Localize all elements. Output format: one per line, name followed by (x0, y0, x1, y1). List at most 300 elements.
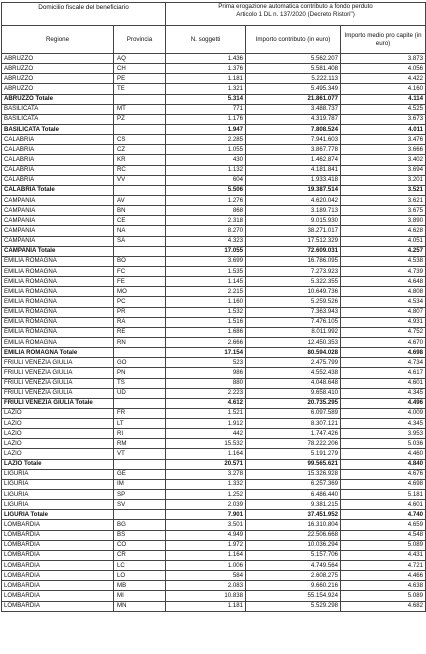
table-row (2, 378, 426, 388)
table-row (2, 155, 426, 165)
cell-importo: 1.933.418 (246, 175, 341, 185)
cell-medio: 4.734 (341, 358, 426, 368)
cell-soggetti: 2.223 (166, 388, 246, 398)
table-title-line1: Prima erogazione automatica contributo a fondo perduto (218, 3, 373, 10)
table-total-row (2, 94, 426, 104)
cell-soggetti: 868 (166, 206, 246, 216)
table-row (2, 114, 426, 124)
cell-provincia (114, 185, 166, 195)
cell-medio: 4.538 (341, 256, 426, 266)
cell-provincia (114, 348, 166, 358)
cell-importo: 72.609.031 (246, 246, 341, 256)
cell-regione: LAZIO (2, 439, 114, 449)
table-row (2, 175, 426, 185)
cell-medio: 3.201 (341, 175, 426, 185)
cell-importo: 1.462.874 (246, 155, 341, 165)
table-row (2, 104, 426, 114)
cell-regione: CAMPANIA Totale (2, 246, 114, 256)
table-row (2, 419, 426, 429)
table-total-row (2, 246, 426, 256)
cell-importo: 4.620.042 (246, 195, 341, 205)
cell-soggetti: 2.039 (166, 500, 246, 510)
cell-medio: 4.114 (341, 94, 426, 104)
cell-medio: 4.676 (341, 469, 426, 479)
cell-importo: 7.476.105 (246, 317, 341, 327)
cell-soggetti: 523 (166, 358, 246, 368)
cell-regione: EMILIA ROMAGNA (2, 327, 114, 337)
cell-medio: 4.628 (341, 226, 426, 236)
table-total-row (2, 124, 426, 134)
cell-soggetti: 1.145 (166, 277, 246, 287)
cell-soggetti: 4.612 (166, 398, 246, 408)
cell-importo: 9.660.216 (246, 581, 341, 591)
cell-importo: 5.322.355 (246, 277, 341, 287)
cell-provincia: MB (114, 581, 166, 591)
cell-medio: 3.673 (341, 114, 426, 124)
cell-regione: LIGURIA (2, 479, 114, 489)
table-row (2, 195, 426, 205)
table-row (2, 429, 426, 439)
cell-provincia: KR (114, 155, 166, 165)
cell-provincia: NA (114, 226, 166, 236)
col-medio-header: Importo medio pro capite (in euro) (341, 26, 426, 54)
cell-provincia: PN (114, 368, 166, 378)
cell-soggetti: 1.252 (166, 490, 246, 500)
table-row (2, 266, 426, 276)
cell-provincia (114, 124, 166, 134)
cell-medio: 3.873 (341, 54, 426, 64)
cell-regione: FRIULI VENEZIA GIULIA Totale (2, 398, 114, 408)
cell-regione: LAZIO (2, 429, 114, 439)
table-total-row (2, 510, 426, 520)
cell-provincia: GE (114, 469, 166, 479)
cell-regione: FRIULI VENEZIA GIULIA (2, 358, 114, 368)
cell-soggetti: 8.270 (166, 226, 246, 236)
cell-provincia: SA (114, 236, 166, 246)
cell-regione: LIGURIA (2, 490, 114, 500)
cell-provincia: MI (114, 591, 166, 601)
cell-regione: CAMPANIA (2, 206, 114, 216)
cell-soggetti: 1.376 (166, 64, 246, 74)
cell-provincia: RN (114, 337, 166, 347)
cell-regione: LAZIO Totale (2, 459, 114, 469)
table-row (2, 571, 426, 581)
cell-provincia: TS (114, 378, 166, 388)
cell-importo: 5.222.113 (246, 74, 341, 84)
cell-provincia: BS (114, 530, 166, 540)
cell-soggetti: 7.901 (166, 510, 246, 520)
cell-medio: 5.089 (341, 591, 426, 601)
cell-provincia: GO (114, 358, 166, 368)
cell-regione: CALABRIA (2, 155, 114, 165)
cell-importo: 6.486.440 (246, 490, 341, 500)
cell-medio: 4.460 (341, 449, 426, 459)
cell-provincia: TE (114, 84, 166, 94)
cell-medio: 4.009 (341, 408, 426, 418)
cell-importo: 3.488.737 (246, 104, 341, 114)
cell-importo: 1.747.426 (246, 429, 341, 439)
cell-importo: 21.861.077 (246, 94, 341, 104)
cell-regione: FRIULI VENEZIA GIULIA (2, 378, 114, 388)
cell-medio: 3.621 (341, 195, 426, 205)
cell-importo: 10.649.736 (246, 287, 341, 297)
cell-soggetti: 2.083 (166, 581, 246, 591)
cell-medio: 4.808 (341, 287, 426, 297)
cell-importo: 16.786.095 (246, 256, 341, 266)
cell-importo: 55.154.924 (246, 591, 341, 601)
cell-regione: EMILIA ROMAGNA (2, 266, 114, 276)
cell-medio: 4.548 (341, 530, 426, 540)
cell-soggetti: 1.535 (166, 266, 246, 276)
cell-medio: 4.931 (341, 317, 426, 327)
cell-medio: 3.666 (341, 145, 426, 155)
cell-regione: CALABRIA (2, 165, 114, 175)
table-row (2, 84, 426, 94)
cell-importo: 7.808.524 (246, 124, 341, 134)
cell-medio: 4.534 (341, 297, 426, 307)
cell-soggetti: 5.314 (166, 94, 246, 104)
cell-provincia: VV (114, 175, 166, 185)
cell-medio: 4.345 (341, 388, 426, 398)
table-row (2, 287, 426, 297)
domicile-header: Domicilio fiscale del beneficiario (2, 3, 166, 26)
cell-medio: 4.051 (341, 236, 426, 246)
table-row (2, 256, 426, 266)
cell-importo: 19.387.514 (246, 185, 341, 195)
cell-regione: EMILIA ROMAGNA (2, 317, 114, 327)
table-row (2, 317, 426, 327)
table-row (2, 135, 426, 145)
col-regione-header: Regione (2, 26, 114, 54)
table-row (2, 145, 426, 155)
cell-soggetti: 1.436 (166, 54, 246, 64)
cell-provincia: FE (114, 277, 166, 287)
cell-importo: 4.552.438 (246, 368, 341, 378)
cell-soggetti: 986 (166, 368, 246, 378)
cell-provincia: RA (114, 317, 166, 327)
cell-soggetti: 1.164 (166, 449, 246, 459)
cell-medio: 4.721 (341, 561, 426, 571)
cell-regione: ABRUZZO (2, 74, 114, 84)
cell-medio: 5.036 (341, 439, 426, 449)
cell-soggetti: 604 (166, 175, 246, 185)
cell-soggetti: 1.160 (166, 297, 246, 307)
cell-importo: 5.562.207 (246, 54, 341, 64)
table-row (2, 540, 426, 550)
cell-soggetti: 771 (166, 104, 246, 114)
cell-medio: 4.670 (341, 337, 426, 347)
cell-regione: LIGURIA (2, 469, 114, 479)
cell-soggetti: 1.532 (166, 307, 246, 317)
cell-soggetti: 1.332 (166, 479, 246, 489)
table-row (2, 550, 426, 560)
contributions-table (1, 2, 426, 612)
cell-regione: BASILICATA (2, 114, 114, 124)
table-row (2, 236, 426, 246)
cell-regione: LOMBARDIA (2, 581, 114, 591)
table-row (2, 216, 426, 226)
cell-provincia: RC (114, 165, 166, 175)
table-row (2, 358, 426, 368)
cell-medio: 4.601 (341, 500, 426, 510)
cell-regione: CAMPANIA (2, 216, 114, 226)
cell-importo: 2.475.799 (246, 358, 341, 368)
cell-regione: EMILIA ROMAGNA (2, 277, 114, 287)
cell-regione: CAMPANIA (2, 226, 114, 236)
cell-importo: 4.048.648 (246, 378, 341, 388)
table-row (2, 469, 426, 479)
cell-provincia: VT (114, 449, 166, 459)
cell-soggetti: 1.055 (166, 145, 246, 155)
table-row (2, 206, 426, 216)
cell-medio: 4.698 (341, 348, 426, 358)
table-row (2, 479, 426, 489)
cell-provincia: SP (114, 490, 166, 500)
cell-importo: 4.319.787 (246, 114, 341, 124)
table-row (2, 64, 426, 74)
cell-regione: EMILIA ROMAGNA (2, 287, 114, 297)
cell-regione: LIGURIA Totale (2, 510, 114, 520)
cell-importo: 4.749.564 (246, 561, 341, 571)
table-row (2, 500, 426, 510)
cell-provincia: UD (114, 388, 166, 398)
cell-soggetti: 1.006 (166, 561, 246, 571)
table-row (2, 165, 426, 175)
cell-importo: 15.326.928 (246, 469, 341, 479)
cell-importo: 8.307.121 (246, 419, 341, 429)
cell-provincia: FR (114, 408, 166, 418)
cell-regione: CAMPANIA (2, 236, 114, 246)
cell-regione: LIGURIA (2, 500, 114, 510)
cell-provincia: MT (114, 104, 166, 114)
cell-soggetti: 1.321 (166, 84, 246, 94)
cell-regione: LOMBARDIA (2, 571, 114, 581)
cell-medio: 4.840 (341, 459, 426, 469)
cell-soggetti: 3.501 (166, 520, 246, 530)
cell-importo: 3.189.713 (246, 206, 341, 216)
cell-provincia: CE (114, 216, 166, 226)
cell-importo: 5.191.279 (246, 449, 341, 459)
cell-regione: EMILIA ROMAGNA (2, 307, 114, 317)
cell-regione: ABRUZZO (2, 64, 114, 74)
cell-soggetti: 3.278 (166, 469, 246, 479)
cell-provincia: PE (114, 74, 166, 84)
cell-soggetti: 20.571 (166, 459, 246, 469)
cell-soggetti: 430 (166, 155, 246, 165)
cell-importo: 9.381.215 (246, 500, 341, 510)
cell-regione: LAZIO (2, 419, 114, 429)
cell-regione: ABRUZZO Totale (2, 94, 114, 104)
cell-regione: LOMBARDIA (2, 550, 114, 560)
cell-soggetti: 2.666 (166, 337, 246, 347)
cell-regione: ABRUZZO (2, 84, 114, 94)
cell-importo: 7.363.943 (246, 307, 341, 317)
table-row (2, 388, 426, 398)
col-importo-header: Importo contributo (in euro) (246, 26, 341, 54)
cell-importo: 16.310.804 (246, 520, 341, 530)
cell-soggetti: 1.276 (166, 195, 246, 205)
cell-importo: 37.451.952 (246, 510, 341, 520)
cell-medio: 4.682 (341, 601, 426, 611)
cell-medio: 3.694 (341, 165, 426, 175)
cell-medio: 4.160 (341, 84, 426, 94)
cell-provincia: CZ (114, 145, 166, 155)
cell-medio: 3.953 (341, 429, 426, 439)
cell-regione: CALABRIA Totale (2, 185, 114, 195)
cell-importo: 20.735.295 (246, 398, 341, 408)
cell-soggetti: 3.699 (166, 256, 246, 266)
table-row (2, 439, 426, 449)
cell-provincia: MO (114, 287, 166, 297)
table-row (2, 277, 426, 287)
cell-medio: 4.638 (341, 581, 426, 591)
cell-regione: LOMBARDIA (2, 530, 114, 540)
table-row (2, 74, 426, 84)
cell-regione: ABRUZZO (2, 54, 114, 64)
cell-soggetti: 10.838 (166, 591, 246, 601)
cell-provincia: FC (114, 266, 166, 276)
cell-soggetti: 4.323 (166, 236, 246, 246)
table-row (2, 408, 426, 418)
cell-regione: LOMBARDIA (2, 561, 114, 571)
cell-regione: BASILICATA Totale (2, 124, 114, 134)
cell-soggetti: 17.055 (166, 246, 246, 256)
cell-soggetti: 15.532 (166, 439, 246, 449)
cell-provincia: AQ (114, 54, 166, 64)
cell-medio: 4.752 (341, 327, 426, 337)
cell-soggetti: 17.154 (166, 348, 246, 358)
cell-provincia: RI (114, 429, 166, 439)
table-row (2, 530, 426, 540)
cell-regione: LOMBARDIA (2, 591, 114, 601)
cell-soggetti: 1.164 (166, 550, 246, 560)
table-row (2, 307, 426, 317)
table-row (2, 449, 426, 459)
cell-soggetti: 1.176 (166, 114, 246, 124)
table-title (166, 3, 426, 26)
cell-medio: 5.089 (341, 540, 426, 550)
cell-medio: 4.601 (341, 378, 426, 388)
cell-provincia (114, 398, 166, 408)
table-total-row (2, 348, 426, 358)
cell-medio: 3.521 (341, 185, 426, 195)
table-row (2, 327, 426, 337)
cell-soggetti: 1.132 (166, 165, 246, 175)
cell-soggetti: 442 (166, 429, 246, 439)
cell-regione: CALABRIA (2, 145, 114, 155)
table-total-row (2, 185, 426, 195)
cell-provincia (114, 94, 166, 104)
cell-regione: EMILIA ROMAGNA (2, 297, 114, 307)
cell-soggetti: 1.947 (166, 124, 246, 134)
cell-importo: 5.529.298 (246, 601, 341, 611)
cell-importo: 5.259.526 (246, 297, 341, 307)
cell-soggetti: 1.181 (166, 74, 246, 84)
cell-soggetti: 1.912 (166, 419, 246, 429)
cell-provincia (114, 459, 166, 469)
cell-importo: 4.181.841 (246, 165, 341, 175)
cell-medio: 4.648 (341, 277, 426, 287)
cell-importo: 9.015.930 (246, 216, 341, 226)
cell-provincia: MN (114, 601, 166, 611)
cell-soggetti: 1.521 (166, 408, 246, 418)
cell-medio: 4.496 (341, 398, 426, 408)
table-row (2, 520, 426, 530)
cell-provincia: RM (114, 439, 166, 449)
cell-provincia: CH (114, 64, 166, 74)
table-total-row (2, 459, 426, 469)
cell-soggetti: 584 (166, 571, 246, 581)
cell-importo: 38.271.017 (246, 226, 341, 236)
cell-importo: 5.495.349 (246, 84, 341, 94)
cell-importo: 6.097.589 (246, 408, 341, 418)
cell-importo: 7.273.923 (246, 266, 341, 276)
cell-regione: LAZIO (2, 408, 114, 418)
cell-regione: LAZIO (2, 449, 114, 459)
cell-regione: CALABRIA (2, 135, 114, 145)
cell-regione: LOMBARDIA (2, 540, 114, 550)
table-row (2, 297, 426, 307)
cell-provincia: BG (114, 520, 166, 530)
cell-provincia (114, 510, 166, 520)
cell-importo: 12.450.353 (246, 337, 341, 347)
table-row (2, 490, 426, 500)
cell-medio: 3.890 (341, 216, 426, 226)
cell-importo: 10.036.294 (246, 540, 341, 550)
table-row (2, 591, 426, 601)
cell-regione: CAMPANIA (2, 195, 114, 205)
cell-provincia: IM (114, 479, 166, 489)
cell-soggetti: 2.215 (166, 287, 246, 297)
cell-medio: 4.011 (341, 124, 426, 134)
cell-medio: 4.056 (341, 64, 426, 74)
cell-provincia: PC (114, 297, 166, 307)
cell-importo: 80.594.028 (246, 348, 341, 358)
col-soggetti-header: N. soggetti (166, 26, 246, 54)
cell-regione: LOMBARDIA (2, 601, 114, 611)
cell-importo: 5.157.706 (246, 550, 341, 560)
cell-provincia: AV (114, 195, 166, 205)
cell-provincia: SV (114, 500, 166, 510)
table-row (2, 561, 426, 571)
table-row (2, 368, 426, 378)
cell-regione: LOMBARDIA (2, 520, 114, 530)
table-body (2, 54, 426, 612)
cell-provincia: PZ (114, 114, 166, 124)
cell-importo: 5.581.408 (246, 64, 341, 74)
cell-provincia: BN (114, 206, 166, 216)
cell-regione: BASILICATA (2, 104, 114, 114)
cell-medio: 3.675 (341, 206, 426, 216)
cell-soggetti: 2.318 (166, 216, 246, 226)
cell-importo: 8.011.992 (246, 327, 341, 337)
cell-provincia (114, 246, 166, 256)
cell-medio: 4.257 (341, 246, 426, 256)
cell-soggetti: 1.516 (166, 317, 246, 327)
cell-importo: 2.608.275 (246, 571, 341, 581)
cell-medio: 4.807 (341, 307, 426, 317)
cell-soggetti: 1.686 (166, 327, 246, 337)
cell-regione: FRIULI VENEZIA GIULIA (2, 368, 114, 378)
cell-provincia: PR (114, 307, 166, 317)
cell-medio: 4.466 (341, 571, 426, 581)
cell-provincia: CS (114, 135, 166, 145)
cell-medio: 3.402 (341, 155, 426, 165)
cell-regione: EMILIA ROMAGNA (2, 337, 114, 347)
cell-regione: CALABRIA (2, 175, 114, 185)
table-row (2, 337, 426, 347)
table-total-row (2, 398, 426, 408)
